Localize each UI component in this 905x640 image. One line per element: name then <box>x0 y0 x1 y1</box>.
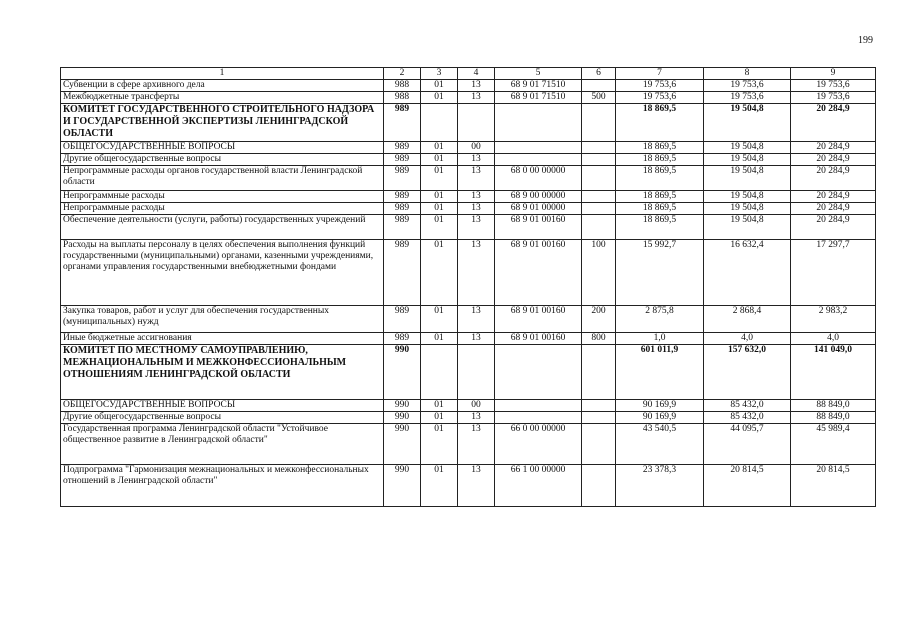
expense-type-cell <box>582 154 616 166</box>
col-header-1: 1 <box>61 68 384 80</box>
amount-year1-cell: 2 875,8 <box>616 306 704 333</box>
budget-table <box>60 67 876 507</box>
gr-code-cell: 989 <box>384 333 421 345</box>
table-row <box>61 142 876 154</box>
gr-code-cell: 990 <box>384 345 421 400</box>
subsection-cell: 13 <box>458 92 495 104</box>
target-article-cell: 68 9 01 00160 <box>495 306 582 333</box>
amount-year2-cell: 16 632,4 <box>704 240 791 306</box>
amount-year3-cell: 2 983,2 <box>791 306 876 333</box>
row-name-cell: Закупка товаров, работ и услуг для обеспечения государственных (муниципальных) нужд <box>61 306 384 333</box>
row-name-cell: ОБЩЕГОСУДАРСТВЕННЫЕ ВОПРОСЫ <box>61 400 384 412</box>
gr-code-cell: 989 <box>384 203 421 215</box>
gr-code-cell: 988 <box>384 80 421 92</box>
amount-year3-cell: 4,0 <box>791 333 876 345</box>
gr-code-cell: 989 <box>384 104 421 142</box>
table-row <box>61 412 876 424</box>
table-row <box>61 154 876 166</box>
section-cell: 01 <box>421 240 458 306</box>
section-cell: 01 <box>421 92 458 104</box>
col-header-4: 4 <box>458 68 495 80</box>
gr-code-cell: 990 <box>384 424 421 465</box>
subsection-cell: 13 <box>458 203 495 215</box>
amount-year3-cell: 45 989,4 <box>791 424 876 465</box>
amount-year1-cell: 18 869,5 <box>616 154 704 166</box>
expense-type-cell <box>582 465 616 507</box>
table-row <box>61 345 876 400</box>
amount-year1-cell: 19 753,6 <box>616 92 704 104</box>
row-name-cell: КОМИТЕТ ПО МЕСТНОМУ САМОУПРАВЛЕНИЮ, МЕЖНАЦИОНАЛЬНЫМ И МЕЖКОНФЕССИОНАЛЬНЫМ ОТНОШЕНИЯМ ЛЕНИНГРАДСКОЙ ОБЛАСТИ <box>61 345 384 400</box>
amount-year1-cell: 43 540,5 <box>616 424 704 465</box>
expense-type-cell <box>582 191 616 203</box>
section-cell: 01 <box>421 142 458 154</box>
expense-type-cell: 800 <box>582 333 616 345</box>
expense-type-cell <box>582 424 616 465</box>
target-article-cell <box>495 104 582 142</box>
section-cell <box>421 345 458 400</box>
amount-year2-cell: 157 632,0 <box>704 345 791 400</box>
expense-type-cell <box>582 166 616 191</box>
row-name-cell: Государственная программа Ленинградской области "Устойчивое общественное развитие в Ленинградской области" <box>61 424 384 465</box>
row-name-cell: Расходы на выплаты персоналу в целях обеспечения выполнения функций государственными (муниципальными) органами, казенными учреждениями, органами управления государственными внебюджетными фондами <box>61 240 384 306</box>
row-name-cell: Иные бюджетные ассигнования <box>61 333 384 345</box>
expense-type-cell <box>582 142 616 154</box>
row-name-cell: Непрограммные расходы <box>61 203 384 215</box>
section-cell: 01 <box>421 80 458 92</box>
gr-code-cell: 988 <box>384 92 421 104</box>
expense-type-cell <box>582 345 616 400</box>
section-cell: 01 <box>421 333 458 345</box>
col-header-9: 9 <box>791 68 876 80</box>
section-cell: 01 <box>421 203 458 215</box>
amount-year1-cell: 18 869,5 <box>616 191 704 203</box>
amount-year3-cell: 20 284,9 <box>791 191 876 203</box>
subsection-cell: 13 <box>458 412 495 424</box>
col-header-5: 5 <box>495 68 582 80</box>
row-name-cell: КОМИТЕТ ГОСУДАРСТВЕННОГО СТРОИТЕЛЬНОГО НАДЗОРА И ГОСУДАРСТВЕННОЙ ЭКСПЕРТИЗЫ ЛЕНИНГРАДСКОЙ ОБЛАСТИ <box>61 104 384 142</box>
subsection-cell: 13 <box>458 80 495 92</box>
col-header-7: 7 <box>616 68 704 80</box>
amount-year3-cell: 20 284,9 <box>791 104 876 142</box>
amount-year2-cell: 19 504,8 <box>704 154 791 166</box>
target-article-cell: 68 9 01 00160 <box>495 240 582 306</box>
row-name-cell: Межбюджетные трансферты <box>61 92 384 104</box>
section-cell: 01 <box>421 154 458 166</box>
row-name-cell: Другие общегосударственные вопросы <box>61 412 384 424</box>
amount-year3-cell: 88 849,0 <box>791 400 876 412</box>
subsection-cell: 13 <box>458 465 495 507</box>
col-header-8: 8 <box>704 68 791 80</box>
row-name-cell: Подпрограмма "Гармонизация межнациональных и межконфессиональных отношений в Ленинградской области" <box>61 465 384 507</box>
amount-year1-cell: 18 869,5 <box>616 104 704 142</box>
target-article-cell: 68 9 01 71510 <box>495 80 582 92</box>
section-cell <box>421 104 458 142</box>
amount-year3-cell: 20 814,5 <box>791 465 876 507</box>
expense-type-cell <box>582 80 616 92</box>
table-row <box>61 166 876 191</box>
target-article-cell: 66 1 00 00000 <box>495 465 582 507</box>
subsection-cell: 13 <box>458 154 495 166</box>
page-number: 199 <box>858 35 873 46</box>
amount-year2-cell: 4,0 <box>704 333 791 345</box>
amount-year1-cell: 90 169,9 <box>616 412 704 424</box>
section-cell: 01 <box>421 191 458 203</box>
target-article-cell <box>495 400 582 412</box>
table-body <box>61 80 876 507</box>
target-article-cell: 68 9 01 00160 <box>495 333 582 345</box>
amount-year1-cell: 18 869,5 <box>616 166 704 191</box>
expense-type-cell: 100 <box>582 240 616 306</box>
subsection-cell: 13 <box>458 306 495 333</box>
subsection-cell <box>458 345 495 400</box>
amount-year3-cell: 20 284,9 <box>791 142 876 154</box>
col-header-2: 2 <box>384 68 421 80</box>
section-cell: 01 <box>421 400 458 412</box>
section-cell: 01 <box>421 424 458 465</box>
table-row <box>61 203 876 215</box>
section-cell: 01 <box>421 465 458 507</box>
expense-type-cell: 200 <box>582 306 616 333</box>
amount-year2-cell: 20 814,5 <box>704 465 791 507</box>
gr-code-cell: 989 <box>384 240 421 306</box>
target-article-cell <box>495 154 582 166</box>
table-row <box>61 465 876 507</box>
subsection-cell: 13 <box>458 333 495 345</box>
header-row <box>61 68 876 80</box>
amount-year2-cell: 19 753,6 <box>704 92 791 104</box>
amount-year2-cell: 19 504,8 <box>704 166 791 191</box>
amount-year1-cell: 90 169,9 <box>616 400 704 412</box>
section-cell: 01 <box>421 215 458 240</box>
section-cell: 01 <box>421 306 458 333</box>
amount-year1-cell: 18 869,5 <box>616 203 704 215</box>
amount-year3-cell: 88 849,0 <box>791 412 876 424</box>
gr-code-cell: 989 <box>384 306 421 333</box>
amount-year3-cell: 20 284,9 <box>791 166 876 191</box>
section-cell: 01 <box>421 166 458 191</box>
target-article-cell: 68 0 00 00000 <box>495 166 582 191</box>
gr-code-cell: 989 <box>384 166 421 191</box>
subsection-cell: 13 <box>458 240 495 306</box>
table-row <box>61 333 876 345</box>
expense-type-cell <box>582 203 616 215</box>
section-cell: 01 <box>421 412 458 424</box>
row-name-cell: Обеспечение деятельности (услуги, работы) государственных учреждений <box>61 215 384 240</box>
subsection-cell: 13 <box>458 166 495 191</box>
table-row <box>61 104 876 142</box>
target-article-cell: 68 9 00 00000 <box>495 191 582 203</box>
amount-year1-cell: 601 011,9 <box>616 345 704 400</box>
subsection-cell: 00 <box>458 400 495 412</box>
amount-year2-cell: 19 504,8 <box>704 142 791 154</box>
row-name-cell: Непрограммные расходы <box>61 191 384 203</box>
amount-year3-cell: 17 297,7 <box>791 240 876 306</box>
amount-year2-cell: 19 504,8 <box>704 104 791 142</box>
table-row <box>61 80 876 92</box>
amount-year3-cell: 20 284,9 <box>791 154 876 166</box>
row-name-cell: Другие общегосударственные вопросы <box>61 154 384 166</box>
expense-type-cell <box>582 215 616 240</box>
amount-year2-cell: 85 432,0 <box>704 412 791 424</box>
amount-year1-cell: 18 869,5 <box>616 215 704 240</box>
table-row <box>61 240 876 306</box>
expense-type-cell: 500 <box>582 92 616 104</box>
amount-year2-cell: 19 504,8 <box>704 215 791 240</box>
subsection-cell: 13 <box>458 215 495 240</box>
amount-year2-cell: 19 504,8 <box>704 191 791 203</box>
amount-year3-cell: 20 284,9 <box>791 215 876 240</box>
gr-code-cell: 990 <box>384 400 421 412</box>
row-name-cell: ОБЩЕГОСУДАРСТВЕННЫЕ ВОПРОСЫ <box>61 142 384 154</box>
table-row <box>61 424 876 465</box>
table-row <box>61 306 876 333</box>
amount-year3-cell: 141 049,0 <box>791 345 876 400</box>
amount-year2-cell: 19 753,6 <box>704 80 791 92</box>
row-name-cell: Субвенции в сфере архивного дела <box>61 80 384 92</box>
amount-year2-cell: 19 504,8 <box>704 203 791 215</box>
amount-year1-cell: 23 378,3 <box>616 465 704 507</box>
amount-year1-cell: 15 992,7 <box>616 240 704 306</box>
expense-type-cell <box>582 400 616 412</box>
subsection-cell <box>458 104 495 142</box>
amount-year3-cell: 20 284,9 <box>791 203 876 215</box>
table-row <box>61 400 876 412</box>
col-header-6: 6 <box>582 68 616 80</box>
gr-code-cell: 989 <box>384 191 421 203</box>
amount-year3-cell: 19 753,6 <box>791 92 876 104</box>
target-article-cell <box>495 142 582 154</box>
amount-year2-cell: 44 095,7 <box>704 424 791 465</box>
gr-code-cell: 990 <box>384 412 421 424</box>
gr-code-cell: 989 <box>384 142 421 154</box>
target-article-cell: 68 9 01 00160 <box>495 215 582 240</box>
table-row <box>61 191 876 203</box>
table-row <box>61 215 876 240</box>
target-article-cell <box>495 412 582 424</box>
gr-code-cell: 989 <box>384 215 421 240</box>
subsection-cell: 13 <box>458 191 495 203</box>
col-header-3: 3 <box>421 68 458 80</box>
subsection-cell: 00 <box>458 142 495 154</box>
target-article-cell: 68 9 01 00000 <box>495 203 582 215</box>
gr-code-cell: 989 <box>384 154 421 166</box>
amount-year1-cell: 18 869,5 <box>616 142 704 154</box>
row-name-cell: Непрограммные расходы органов государственной власти Ленинградской области <box>61 166 384 191</box>
expense-type-cell <box>582 104 616 142</box>
amount-year2-cell: 85 432,0 <box>704 400 791 412</box>
target-article-cell <box>495 345 582 400</box>
subsection-cell: 13 <box>458 424 495 465</box>
amount-year3-cell: 19 753,6 <box>791 80 876 92</box>
target-article-cell: 66 0 00 00000 <box>495 424 582 465</box>
table-row <box>61 92 876 104</box>
target-article-cell: 68 9 01 71510 <box>495 92 582 104</box>
gr-code-cell: 990 <box>384 465 421 507</box>
amount-year1-cell: 1,0 <box>616 333 704 345</box>
amount-year1-cell: 19 753,6 <box>616 80 704 92</box>
amount-year2-cell: 2 868,4 <box>704 306 791 333</box>
expense-type-cell <box>582 412 616 424</box>
